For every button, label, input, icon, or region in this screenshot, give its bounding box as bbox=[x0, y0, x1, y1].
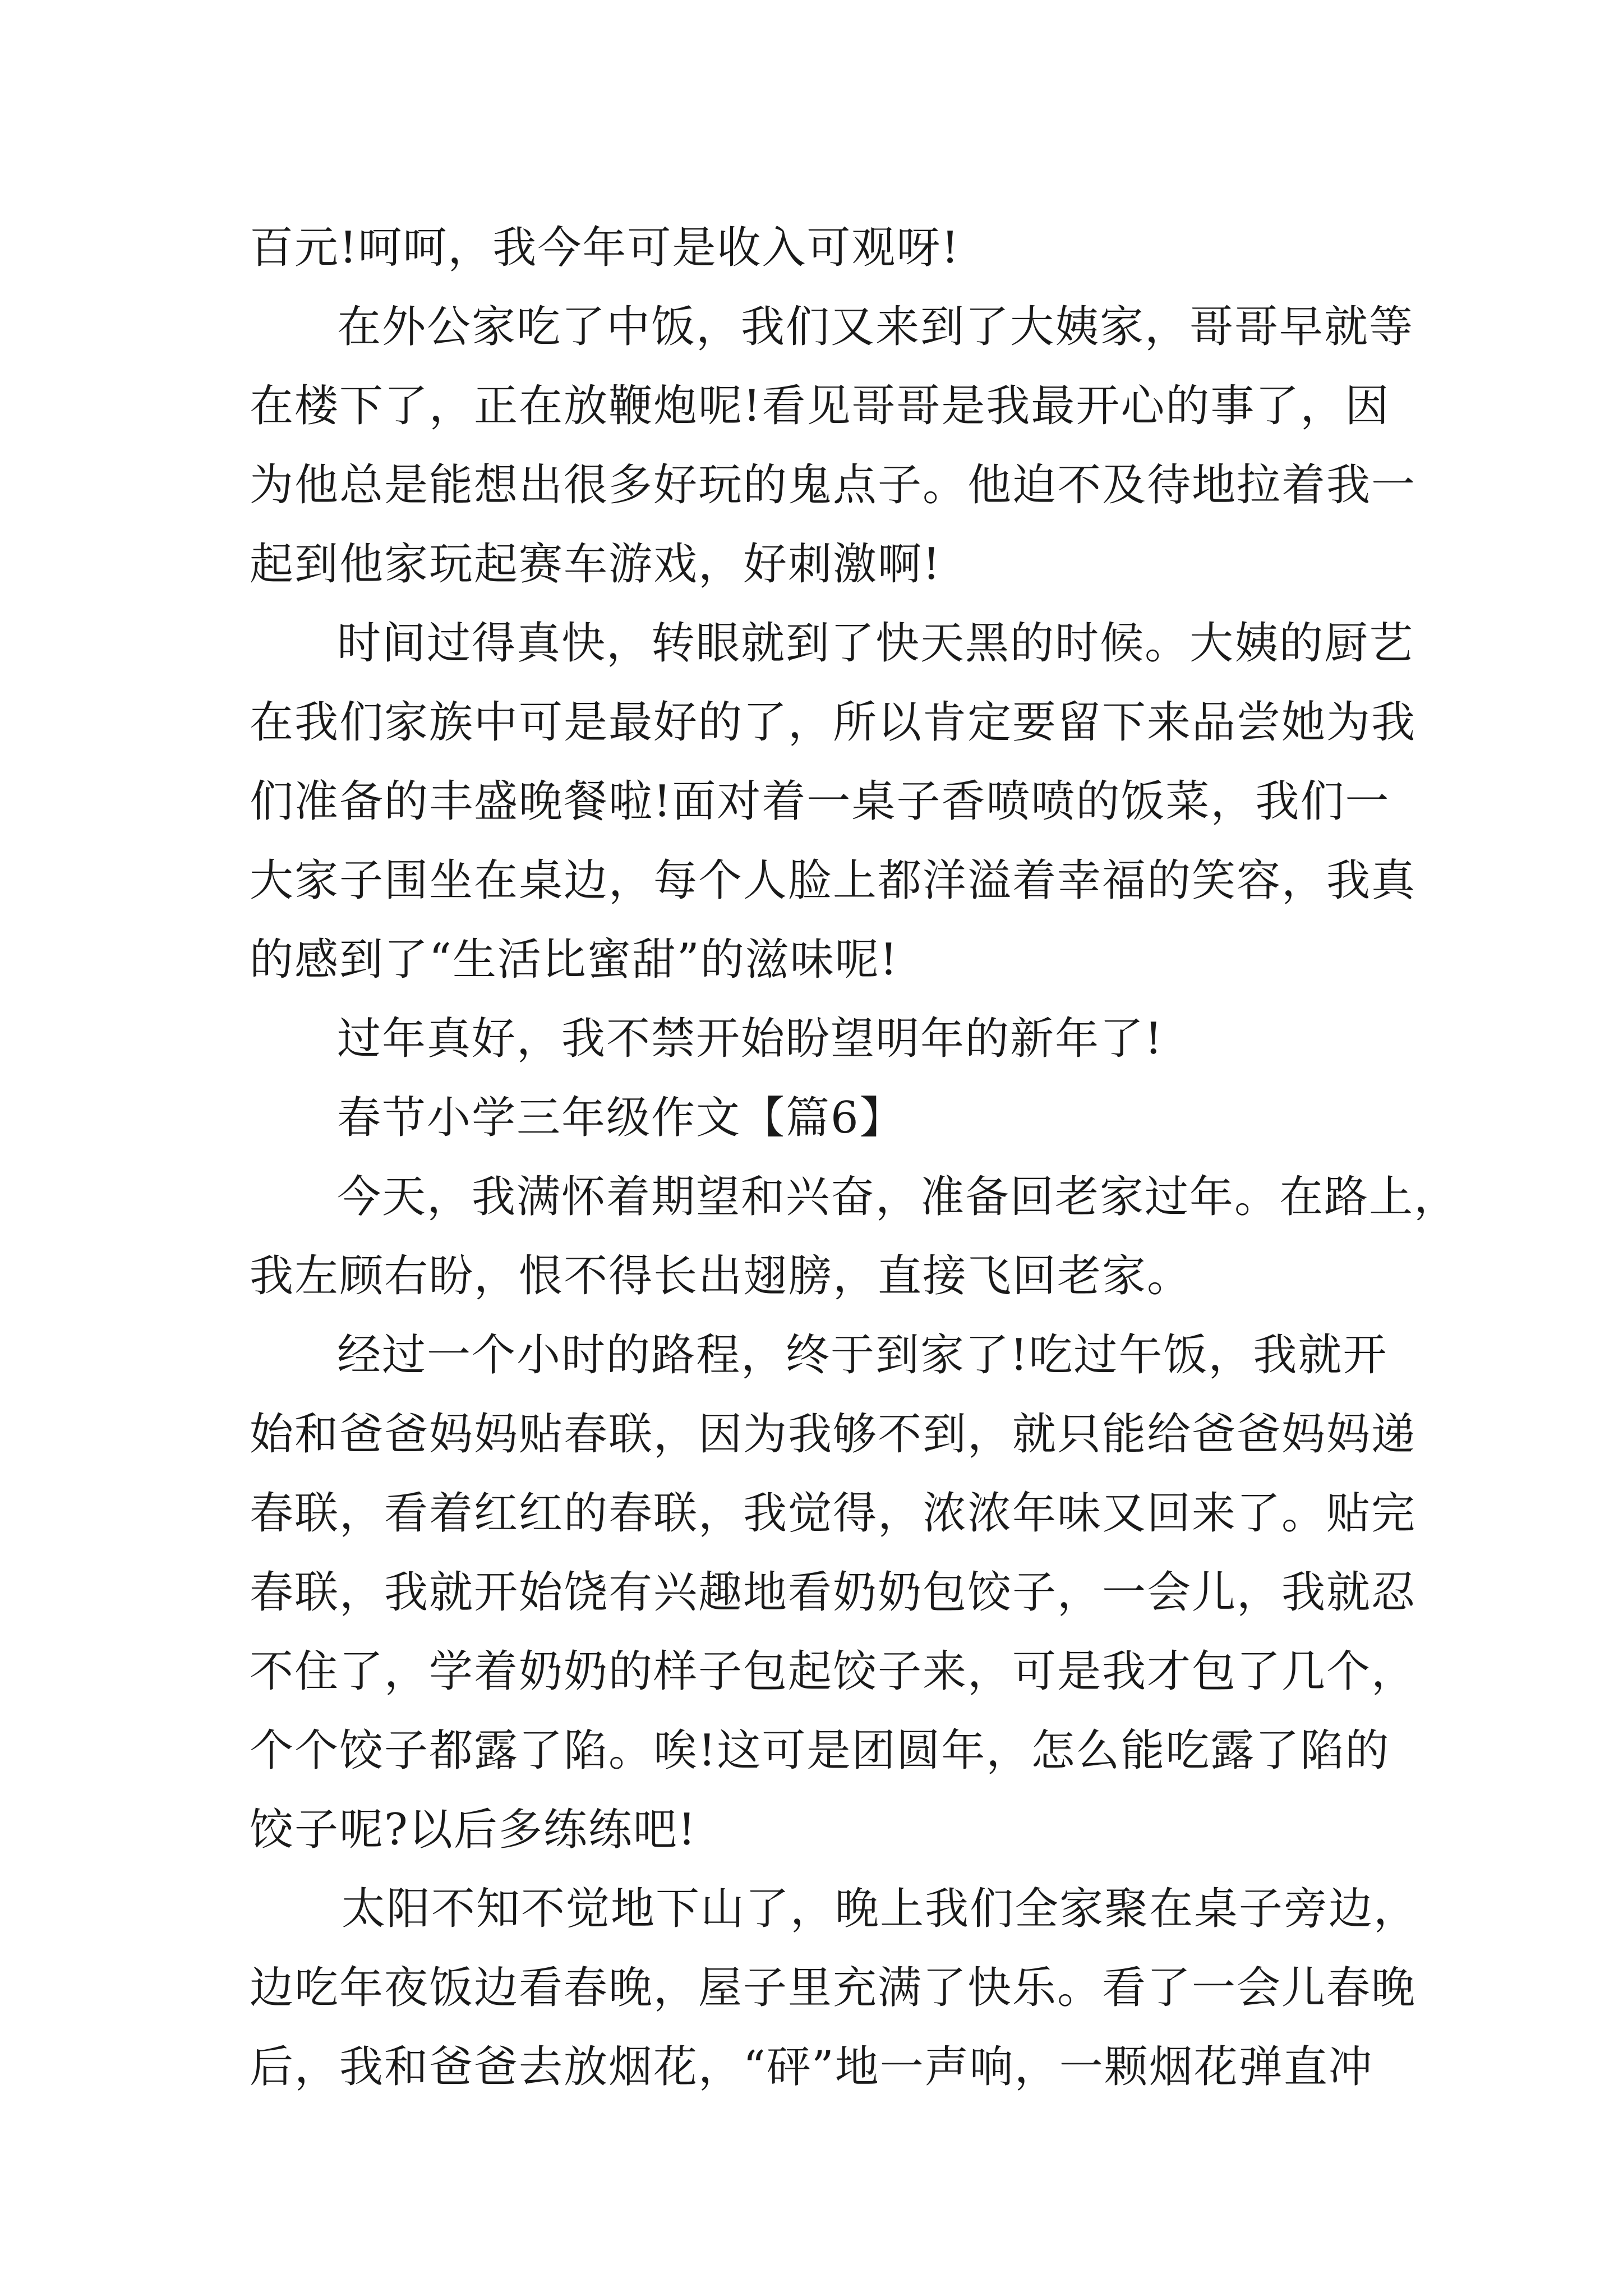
text-line: 在我们家族中可是最好的了，所以肯定要留下来品尝她为我 bbox=[250, 697, 1417, 748]
text-line: 起到他家玩起赛车游戏，好刺激啊! bbox=[250, 539, 942, 590]
text-line: 春联，我就开始饶有兴趣地看奶奶包饺子，一会儿，我就忍 bbox=[250, 1567, 1417, 1618]
text-line: 大家子围坐在桌边，每个人脸上都洋溢着幸福的笑容，我真 bbox=[250, 855, 1417, 906]
text-line: 在外公家吃了中饭，我们又来到了大姨家，哥哥早就等 bbox=[337, 302, 1414, 352]
text-line: 饺子呢?以后多练练吧! bbox=[250, 1805, 697, 1855]
text-line: 我左顾右盼，恨不得长出翅膀，直接飞回老家。 bbox=[250, 1251, 1192, 1301]
text-line: 过年真好，我不禁开始盼望明年的新年了! bbox=[337, 1014, 1164, 1064]
text-line: 个个饺子都露了陷。唉!这可是团圆年，怎么能吃露了陷的 bbox=[250, 1726, 1390, 1776]
text-line: 百元!呵呵，我今年可是收入可观呀! bbox=[250, 223, 960, 273]
text-line: 的感到了“生活比蜜甜”的滋味呢! bbox=[250, 935, 899, 985]
text-line: 时间过得真快，转眼就到了快天黑的时候。大姨的厨艺 bbox=[337, 618, 1414, 669]
text-line: 春联，看着红红的春联，我觉得，浓浓年味又回来了。贴完 bbox=[250, 1488, 1417, 1539]
section-heading: 春节小学三年级作文【篇6】 bbox=[337, 1093, 905, 1143]
text-line: 太阳不知不觉地下山了，晚上我们全家聚在桌子旁边， bbox=[342, 1884, 1419, 1934]
text-line: 不住了，学着奶奶的样子包起饺子来，可是我才包了几个， bbox=[250, 1646, 1417, 1697]
text-line: 为他总是能想出很多好玩的鬼点子。他迫不及待地拉着我一 bbox=[250, 460, 1417, 510]
text-line: 边吃年夜饭边看春晚，屋子里充满了快乐。看了一会儿春晚 bbox=[250, 1963, 1417, 2013]
text-line: 今天，我满怀着期望和兴奋，准备回老家过年。在路上， bbox=[337, 1172, 1459, 1222]
text-line: 经过一个小时的路程，终于到家了!吃过午饭，我就开 bbox=[337, 1330, 1388, 1381]
document-body bbox=[250, 209, 1459, 2107]
text-line: 在楼下了，正在放鞭炮呢!看见哥哥是我最开心的事了，因 bbox=[250, 381, 1390, 431]
text-line: 始和爸爸妈妈贴春联，因为我够不到，就只能给爸爸妈妈递 bbox=[250, 1409, 1417, 1460]
text-line: 们准备的丰盛晚餐啦!面对着一桌子香喷喷的饭菜，我们一 bbox=[250, 776, 1390, 827]
text-line: 后，我和爸爸去放烟花，“砰”地一声响，一颗烟花弹直冲 bbox=[250, 2042, 1373, 2092]
